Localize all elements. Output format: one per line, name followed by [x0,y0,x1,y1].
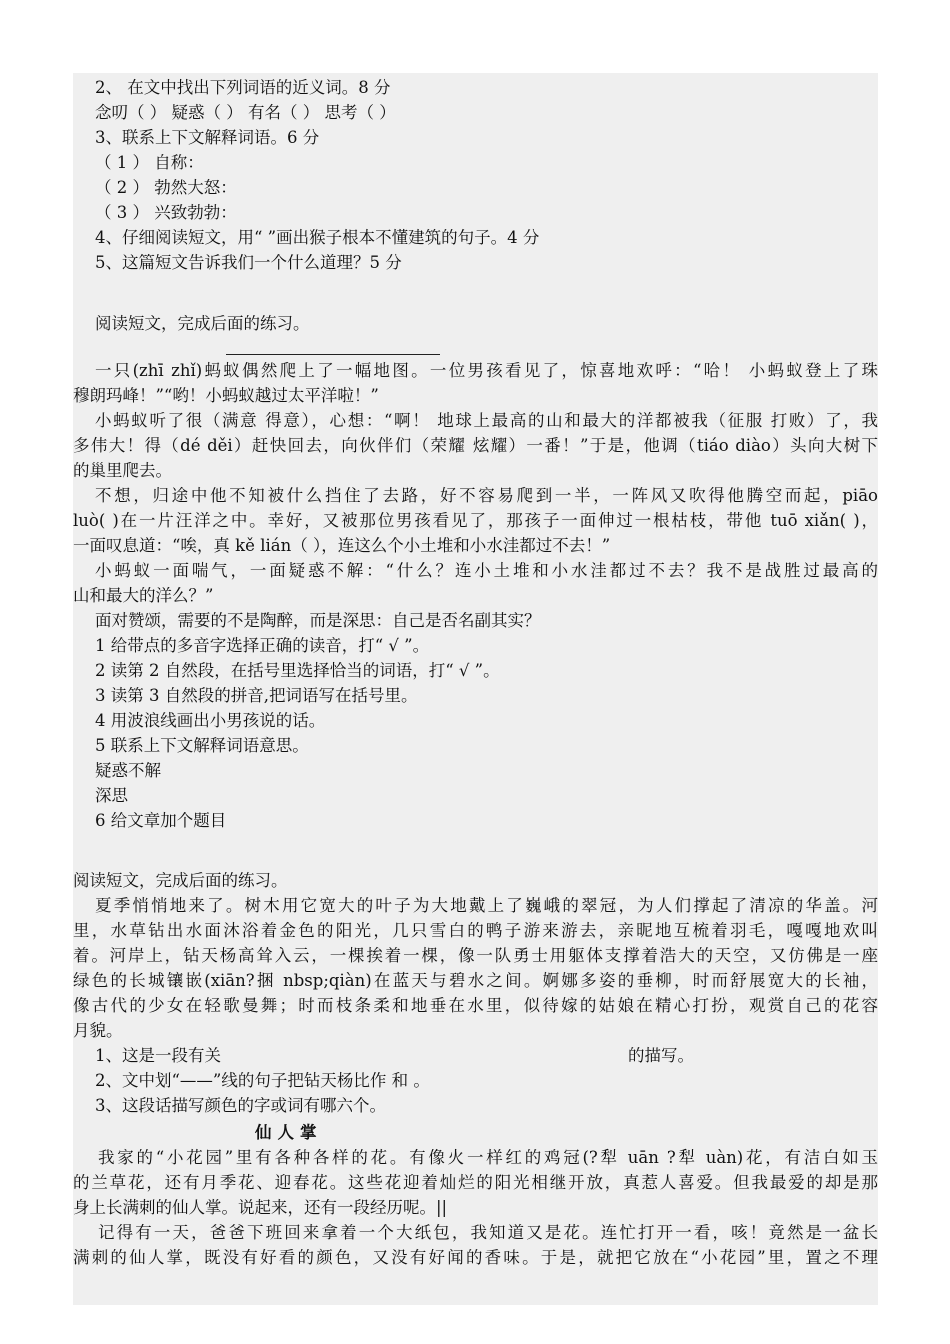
text-line: （ 3 ） 兴致勃勃： [95,203,237,222]
text-line: 夏季悄悄地来了。树木用它宽大的叶子为大地戴上了巍峨的翠冠，为人们撑起了清凉的华盖。河 [95,896,878,915]
text-line: 一面叹息道：“唉，真 kě lián（ ），连这么个小土堆和小水洼都过不去！” [73,536,611,555]
text-line: 2 读第 2 自然段，在括号里选择恰当的词语，打“ √ ”。 [95,661,500,680]
text-line: 3、联系上下文解释词语。6 分 [95,128,320,147]
text-line: 2、 在文中找出下列词语的近义词。8 分 [95,78,391,97]
text-line: 像古代的少女在轻歌曼舞；时而枝条柔和地垂在水里，似待嫁的姑娘在精心打扮，观赏自己的花容 [73,996,878,1015]
text-line: 满刺的仙人掌，既没有好看的颜色，又没有好闻的香味。于是，就把它放在“小花园”里，置之不理 [73,1248,878,1267]
document-page [73,73,878,1305]
text-line: 面对赞颂，需要的不是陶醉，而是深思：自己是否名副其实？ [95,611,541,630]
text-line: 着。河岸上，钻天杨高耸入云，一棵挨着一棵，像一队勇士用躯体支撑着浩大的天空，又仿佛是一座 [73,946,878,965]
text-line: luò( )在一片汪洋之中。幸好，又被那位男孩看见了，那孩子一面伸过一根枯枝，带他 tuō xiǎn( )， [73,511,878,530]
text-line: 1、这是一段有关 [95,1046,221,1065]
text-line: 月貌。 [73,1021,123,1040]
text-line: 我家的“小花园”里有各种各样的花。有像火一样红的鸡冠(?犁 uān ?犁 uàn)花，有洁白如玉 [98,1148,878,1167]
text-line: 的巢里爬去。 [73,461,172,480]
text-line: 不想，归途中他不知被什么挡住了去路，好不容易爬到一半，一阵风又吹得他腾空而起，piāo [95,486,878,505]
text-line: 深思 [95,786,128,805]
text-line: 2、文中划“——”线的句子把钻天杨比作 和 。 [95,1071,430,1090]
text-line: 记得有一天，爸爸下班回来拿着一个大纸包，我知道又是花。连忙打开一看，咳！竟然是一盆长 [98,1223,878,1242]
text-line: 小蚂蚁一面喘气，一面疑惑不解：“什么？连小土堆和小水洼都过不去？我不是战胜过最高的 [95,561,878,580]
text-line: 5 联系上下文解释词语意思。 [95,736,309,755]
section-title: 仙人掌 [255,1123,323,1142]
text-line: 1 给带点的多音字选择正确的读音，打“ √ ”。 [95,636,430,655]
text-line: 绿色的长城镶嵌(xiān?捆 nbsp;qiàn)在蓝天与碧水之间。婀娜多姿的垂柳，时而舒展宽大的长袖， [73,971,878,990]
text-line: 4、仔细阅读短文，用“ ”画出猴子根本不懂建筑的句子。4 分 [95,228,540,247]
text-line: 的描写。 [628,1046,694,1065]
blank-underline [226,354,440,355]
text-line: 阅读短文，完成后面的练习。 [73,871,288,890]
text-line: 里，水草钻出水面沐浴着金色的阳光，几只雪白的鸭子游来游去，亲昵地互梳着羽毛，嘎嘎地欢叫 [73,921,878,940]
text-line: 5、这篇短文告诉我们一个什么道理？5 分 [95,253,402,272]
text-line: 一只(zhī zhǐ)蚂蚁偶然爬上了一幅地图。一位男孩看见了，惊喜地欢呼：“哈！ 小蚂蚁登上了珠 [95,361,878,380]
text-line: 6 给文章加个题目 [95,811,227,830]
text-line: 4 用波浪线画出小男孩说的话。 [95,711,326,730]
text-line: 多伟大！得（dé děi）赶快回去，向伙伴们（荣耀 炫耀）一番！”于是，他调（tiáo diào）头向大树下 [73,436,878,455]
text-line: 3、这段话描写颜色的字或词有哪六个。 [95,1096,386,1115]
text-line: 穆朗玛峰！”“哟！小蚂蚁越过太平洋啦！” [73,386,379,405]
text-line: 疑惑不解 [95,761,161,780]
text-line: 的兰草花，还有月季花、迎春花。这些花迎着灿烂的阳光相继开放，真惹人喜爱。但我最爱的却是那 [73,1173,878,1192]
text-line: 小蚂蚁听了很（满意 得意），心想：“啊！ 地球上最高的山和最大的洋都被我（征服 打败）了，我 [95,411,878,430]
text-line: 阅读短文，完成后面的练习。 [95,314,310,333]
text-line: （ 1 ） 自称： [95,153,204,172]
text-line: 念叨（ ） 疑惑（ ） 有名（ ） 思考（ ） [95,103,396,122]
text-line: 身上长满刺的仙人掌。说起来，还有一段经历呢。|| [73,1198,448,1217]
text-line: （ 2 ） 勃然大怒： [95,178,237,197]
text-line: 山和最大的洋么？” [73,586,214,605]
text-line: 3 读第 3 自然段的拼音,把词语写在括号里。 [95,686,418,705]
